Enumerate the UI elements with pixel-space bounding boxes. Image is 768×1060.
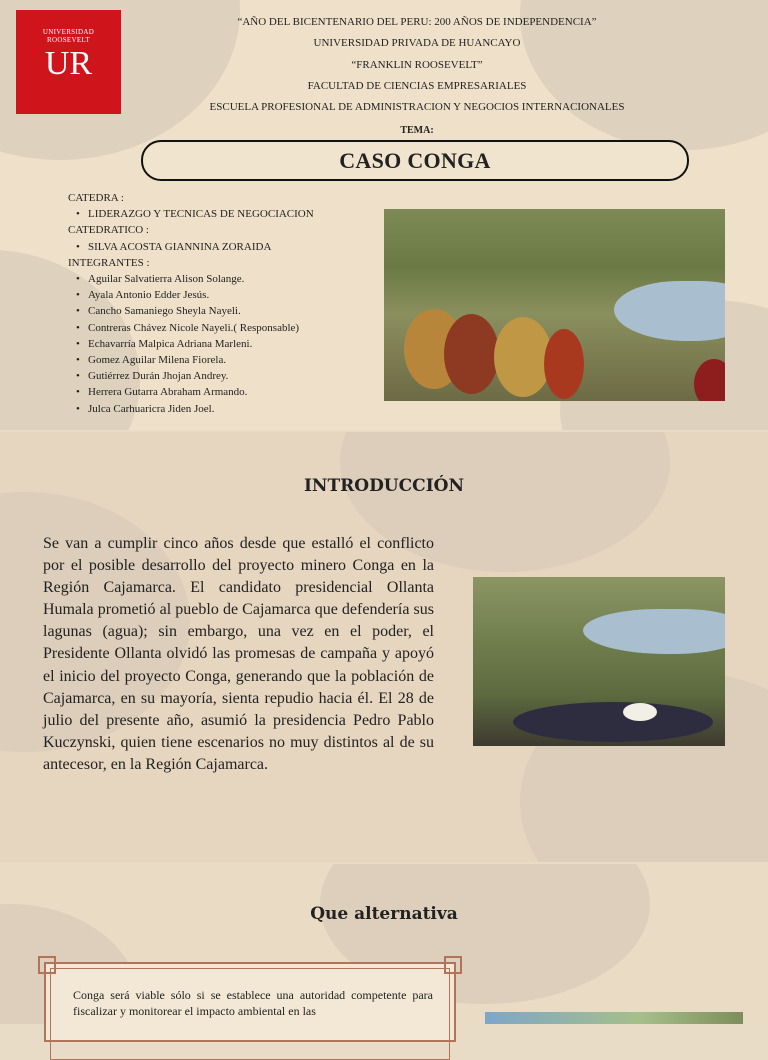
header-block <box>130 12 704 118</box>
university-logo <box>16 10 121 114</box>
introduction-heading: INTRODUCCIÓN <box>303 476 464 496</box>
frame-corner-ornament <box>444 956 462 974</box>
header-line: FACULTAD DE CIENCIAS EMPRESARIALES <box>307 79 527 92</box>
introduction-text: Se van a cumplir cinco años desde que estalló el conflicto por el posible desarrollo del proyecto minero Conga en la Región Cajamarca. El candidato presidencial Ollanta Humala prometió al pueblo de Cajamarca que defendería sus lagunas (agua); sin embargo, una vez en el poder, el Presidente Ollanta olvidó las promesas de campaña y apoyó el inicio del proyecto Conga, generando que la población de Cajamarca, en su mayoría, sienta repudio hacia él. El 28 de julio del presente año, asumió la presidencia Pedro Pablo Kuczynski, quien tiene escenarios no muy distintos al de su antecesor, en la Región Cajamarca. <box>43 535 434 773</box>
list-item: • Julca Carhuaricra Jiden Joel. <box>68 401 388 417</box>
page-title: CASO CONGA <box>339 147 491 173</box>
list-item: • Herrera Gutarra Abraham Armando. <box>68 384 388 400</box>
list-item: • Contreras Chávez Nicole Nayeli.( Responsable) <box>68 320 388 336</box>
person-shape <box>694 359 725 401</box>
header-line: “FRANKLIN ROOSEVELT” <box>351 58 483 71</box>
course-details <box>68 190 388 417</box>
tema-label: TEMA: <box>400 125 434 136</box>
lake-shape <box>583 609 725 654</box>
logo-mark: UR <box>44 45 93 82</box>
list-item: • Aguilar Salvatierra Alison Solange. <box>68 271 388 287</box>
list-item: • Gutiérrez Durán Jhojan Andrey. <box>68 368 388 384</box>
catedratico-label: CATEDRATICO : <box>68 224 149 237</box>
hat-shape <box>623 703 657 721</box>
alternative-heading: Que alternativa <box>310 904 458 924</box>
title-box <box>141 140 689 181</box>
person-shape <box>544 329 584 399</box>
person-shape <box>444 314 499 394</box>
catedra-label: CATEDRA : <box>68 192 124 204</box>
list-item: • Echavarría Malpica Adriana Marleni. <box>68 336 388 352</box>
cover-page <box>0 0 768 430</box>
integrantes-label: INTEGRANTES : <box>68 256 150 269</box>
alternative-text: Conga será viable sólo si se establece una autoridad competente para fiscalizar y monitorear el impacto ambiental en las <box>73 988 433 1018</box>
logo-line-1: UNIVERSIDAD <box>42 28 95 36</box>
alternative-frame <box>44 962 456 1042</box>
header-line: ESCUELA PROFESIONAL DE ADMINISTRACION Y NEGOCIOS INTERNACIONALES <box>209 101 625 114</box>
protest-photo <box>384 209 725 401</box>
header-line: “AÑO DEL BICENTENARIO DEL PERU: 200 AÑOS DE INDEPENDENCIA” <box>237 16 597 28</box>
header-line: UNIVERSIDAD PRIVADA DE HUANCAYO <box>313 37 521 50</box>
crowd-photo <box>473 577 725 746</box>
logo-line-2: ROOSEVELT <box>47 36 90 44</box>
catedratico-value: • SILVA ACOSTA GIANNINA ZORAIDA <box>68 239 388 255</box>
catedra-value: • LIDERAZGO Y TECNICAS DE NEGOCIACION <box>68 206 388 222</box>
lake-shape <box>614 281 725 341</box>
list-item: • Gomez Aguilar Milena Fiorela. <box>68 352 388 368</box>
list-item: • Cancho Samaniego Sheyla Nayeli. <box>68 303 388 319</box>
list-item: • Ayala Antonio Edder Jesús. <box>68 287 388 303</box>
crowd-shape <box>513 702 713 742</box>
frame-corner-ornament <box>38 956 56 974</box>
landscape-photo <box>485 1012 743 1024</box>
